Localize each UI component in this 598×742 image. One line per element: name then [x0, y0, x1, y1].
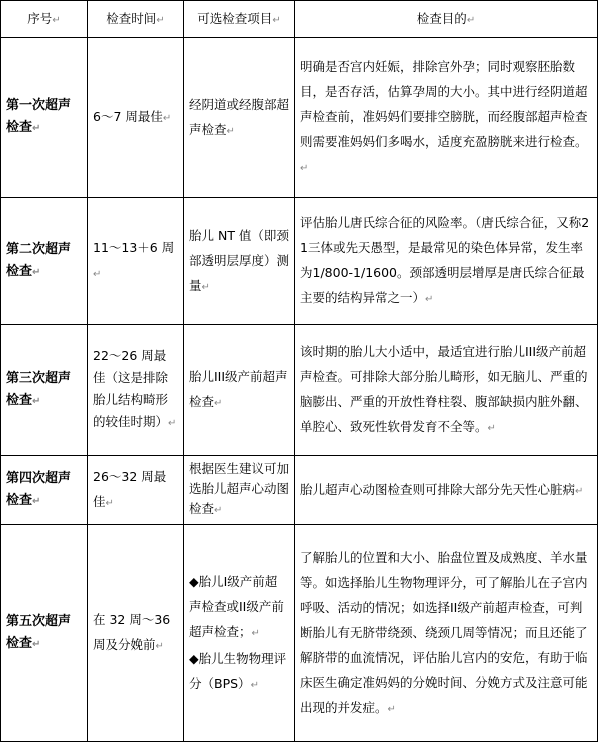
row-items: 根据医生建议可加选胎儿超声心动图检查↵	[184, 456, 295, 525]
row-seq: 第一次超声检查↵	[1, 38, 88, 198]
row-time: 22～26 周最佳（这是排除胎儿结构畸形的较佳时期）↵	[88, 325, 184, 456]
row-seq: 第三次超声检查↵	[1, 325, 88, 456]
row-seq: 第五次超声检查↵	[1, 525, 88, 742]
header-time: 检查时间↵	[88, 1, 184, 38]
row-purpose: 评估胎儿唐氏综合征的风险率。（唐氏综合征，又称21三体或先天愚型，是最常见的染色体异常，发生率为1/800-1/1600。颈部透明层增厚是唐氏综合征最主要的结构异常之一）↵	[295, 198, 598, 325]
table-row	[1, 325, 598, 456]
row-seq: 第四次超声检查↵	[1, 456, 88, 525]
row-time: 6～7 周最佳↵	[88, 38, 184, 198]
table-row	[1, 38, 598, 198]
header-items: 可选检查项目↵	[184, 1, 295, 38]
row-time: 11～13＋6 周↵	[88, 198, 184, 325]
row-purpose: 该时期的胎儿大小适中，最适宜进行胎儿III级产前超声检查。可排除大部分胎儿畸形，如无脑儿、严重的脑膨出、严重的开放性脊柱裂、腹部缺损内脏外翻、单腔心、致死性软骨发育不全等。↵	[295, 325, 598, 456]
row-items	[184, 525, 295, 742]
table-row	[1, 198, 598, 325]
row-items: 胎儿 NT 值（即颈部透明层厚度）测量↵	[184, 198, 295, 325]
header-seq: 序号↵	[1, 1, 88, 38]
header-purpose: 检查目的↵	[295, 1, 598, 38]
option-line: ◆胎儿I级产前超声检查或II级产前超声检查；↵	[189, 573, 284, 639]
table-header-row	[1, 1, 598, 38]
option-line: ◆胎儿生物物理评分（BPS）↵	[189, 650, 287, 691]
row-purpose: 明确是否宫内妊娠，排除宫外孕；同时观察胚胎数目，是否存活，估算孕周的大小。其中进行经阴道超声检查前，准妈妈们要排空膀胱，而经腹部超声检查则需要准妈妈们多喝水，适度充盈膀胱来进行检查。↵	[295, 38, 598, 198]
row-purpose: 了解胎儿的位置和大小、胎盘位置及成熟度、羊水量等。如选择胎儿生物物理评分，可了解胎儿在子宫内呼吸、活动的情况；如选择II级产前超声检查，可判断胎儿有无脐带绕颈、绕颈几周等情况；而且还能了解脐带的血流情况，评估胎儿宫内的安危，有助于临床医生确定准妈妈的分娩时间、分娩方式及注意可能出现的并发症。↵	[295, 525, 598, 742]
row-time: 26～32 周最佳↵	[88, 456, 184, 525]
row-time: 在 32 周～36 周及分娩前↵	[88, 525, 184, 742]
row-items: 经阴道或经腹部超声检查↵	[184, 38, 295, 198]
row-items: 胎儿III级产前超声检查↵	[184, 325, 295, 456]
table-row	[1, 525, 598, 742]
table-row	[1, 456, 598, 525]
row-purpose: 胎儿超声心动图检查则可排除大部分先天性心脏病↵	[295, 456, 598, 525]
row-seq: 第二次超声检查↵	[1, 198, 88, 325]
